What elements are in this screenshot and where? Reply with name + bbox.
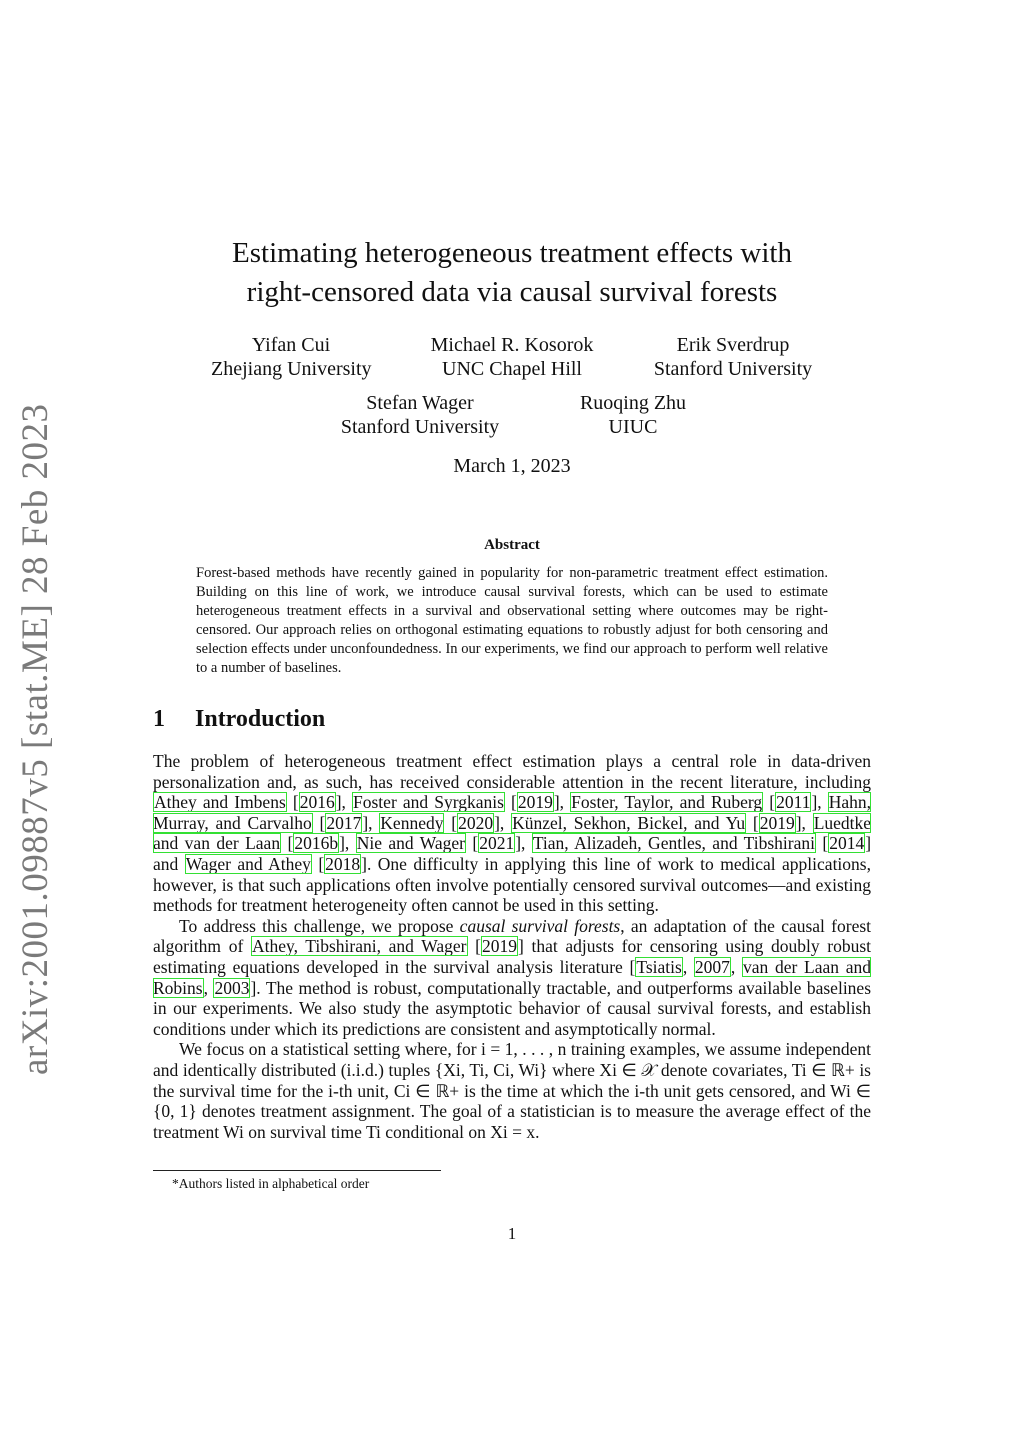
paper-title (150, 234, 874, 312)
citation-year-link[interactable]: 2003 (214, 977, 250, 998)
author-block (330, 391, 510, 439)
citation-year-link[interactable]: 2019 (482, 936, 517, 957)
author-block (211, 333, 371, 381)
emphasis: causal survival forests (459, 915, 621, 936)
citation-link[interactable]: van der Laan and Robins (153, 956, 872, 998)
citation-year-link[interactable]: 2016b (294, 833, 339, 854)
section-number: 1 (153, 706, 165, 732)
author-name: Michael R. Kosorok (430, 334, 594, 356)
citation-year-link[interactable]: 2021 (479, 833, 515, 854)
footnote-rule (153, 1170, 441, 1171)
author-block (422, 333, 602, 381)
page-number: 1 (507, 1224, 517, 1243)
citation-year-link[interactable]: 2007 (694, 956, 730, 977)
author-affiliation: UNC Chapel Hill (442, 358, 582, 380)
paragraph: To address this challenge, we propose causal survival forests, an adaptation of the causal forest algorithm of Athey, Tibshirani, and Wager [2019] that adjusts for censoring using doubly robust estimating equations developed in the survival analysis literature [Tsiatis, 2007, van der Laan and Robins, 2003]. The method is robust, computationally tractable, and outperforms available baselines in our experiments. We also study the asymptotic behavior of causal survival forests, and establish conditions under which its predictions are consistent and asymptotically normal. (153, 915, 872, 1039)
section-heading (153, 706, 325, 733)
author-name: Stefan Wager (366, 392, 474, 414)
citation-year-link[interactable]: 2011 (776, 792, 811, 813)
author-block (563, 391, 703, 439)
body-text (153, 751, 871, 1142)
citation-link[interactable]: Foster, Taylor, and Ruberg (571, 792, 763, 813)
citation-link[interactable]: Künzel, Sekhon, Bickel, and Yu (512, 812, 746, 833)
citation-link[interactable]: Athey, Tibshirani, and Wager (251, 936, 467, 957)
citation-link[interactable]: Luedtke and van der Laan (153, 812, 872, 854)
author-affiliation: Zhejiang University (211, 358, 372, 380)
citation-year-link[interactable]: 2019 (759, 812, 795, 833)
text-run: . One difficulty in applying this line of work to medical applications, however, is that such applications often involve potentially censored survival outcomes—and existing methods for treatment heterogeneity often cannot be used in this setting. (153, 853, 871, 916)
citation-year-link[interactable]: 2018 (325, 853, 361, 874)
citation-year-link[interactable]: 2019 (517, 792, 553, 813)
citation-link[interactable]: Tsiatis (636, 956, 682, 977)
text-run: that adjusts for censoring using doubly robust estimating equations developed in the survival analysis literature [ (153, 936, 872, 977)
citation-year-link[interactable]: 2016 (299, 792, 335, 813)
citation-link[interactable]: Nie and Wager (356, 833, 465, 854)
citation-link[interactable]: Kennedy (380, 812, 444, 833)
citation-year-link[interactable]: 2014 (829, 833, 865, 854)
citation-link[interactable]: Tian, Alizadeh, Gentles, and Tibshirani (532, 833, 815, 854)
text-run: The problem of heterogeneous treatment effect estimation plays a central role in data-driven personalization and, as such, has received considerable attention in the recent literature, including (153, 751, 871, 792)
paper-date: March 1, 2023 (453, 455, 571, 477)
author-affiliation: Stanford University (653, 358, 813, 380)
citation-link[interactable]: Hahn, Murray, and Carvalho (153, 792, 872, 833)
citation-year-link[interactable]: 2017 (326, 812, 362, 833)
arxiv-side-stamp[interactable]: arXiv:2001.09887v5 [stat.ME] 28 Feb 2023 (15, 403, 56, 1075)
footnote: *Authors listed in alphabetical order (172, 1176, 370, 1191)
author-affiliation: Stanford University (340, 416, 500, 438)
text-run: To address this challenge, we propose (179, 915, 460, 936)
citation-link[interactable]: Wager and Athey (185, 853, 311, 874)
citation-link[interactable]: Foster and Syrgkanis (353, 792, 504, 813)
author-block (643, 333, 823, 381)
citation-link[interactable]: Athey and Imbens (154, 792, 286, 813)
title-line-1: Estimating heterogeneous treatment effects with (232, 237, 792, 269)
author-name: Yifan Cui (251, 334, 331, 356)
section-title: Introduction (195, 706, 326, 732)
text-run: ]. The method is robust, computationally tractable, and outperforms available baselines in our experiments. We also study the asymptotic behavior of causal survival forests, and establish conditions under which its predictions are consistent and asymptotically normal. (153, 977, 872, 1039)
author-affiliation: UIUC (608, 416, 658, 438)
title-line-2: right-censored data via causal survival forests (246, 276, 778, 308)
citation-year-link[interactable]: 2020 (458, 812, 494, 833)
text-run: and (153, 853, 179, 874)
paragraph: We focus on a statistical setting where, for i = 1, . . . , n training examples, we assume independent and identically distributed (i.i.d.) tuples {Xi, Ti, Ci, Wi} where Xi ∈ 𝒳 denote covariates, Ti ∈ ℝ+ is the survival time for the i-th unit, Ci ∈ ℝ+ is the time at which the i-th unit gets censored, and Wi ∈ {0, 1} denotes treatment assignment. The goal of a statistician is to measure the average effect of the treatment Wi on survival time Ti conditional on Xi = x. (153, 1039, 871, 1142)
paragraph: The problem of heterogeneous treatment effect estimation plays a central role in data-driven personalization and, as such, has received considerable attention in the recent literature, including Athey and Imbens [2016], Foster and Syrgkanis [2019], Foster, Taylor, and Ruberg [2011], Hahn, Murray, and Carvalho [2017], Kennedy [2020], Künzel, Sekhon, Bickel, and Yu [2019], Luedtke and van der Laan [2016b], Nie and Wager [2021], Tian, Alizadeh, Gentles, and Tibshirani [2014] and Wager and Athey [2018]. One difficulty in applying this line of work to medical applications, however, is that such applications often involve potentially censored survival outcomes—and existing methods for treatment heterogeneity often cannot be used in this setting. (153, 751, 872, 916)
author-name: Erik Sverdrup (676, 334, 790, 356)
abstract-text: Forest-based methods have recently gained in popularity for non-parametric treatment effect estimation. Building on this line of work, we introduce causal survival forests, which can be used to estimate heterogeneous treatment effects in a survival and observational setting where outcomes may be right-censored. Our approach relies on orthogonal estimating equations to robustly adjust for both censoring and selection effects under unconfoundedness. In our experiments, we find our approach to perform well relative to a number of baselines. (196, 565, 828, 676)
author-name: Ruoqing Zhu (579, 392, 687, 414)
text-run: , an adaptation of the causal forest algorithm of (153, 915, 872, 957)
abstract-heading: Abstract (484, 537, 540, 553)
